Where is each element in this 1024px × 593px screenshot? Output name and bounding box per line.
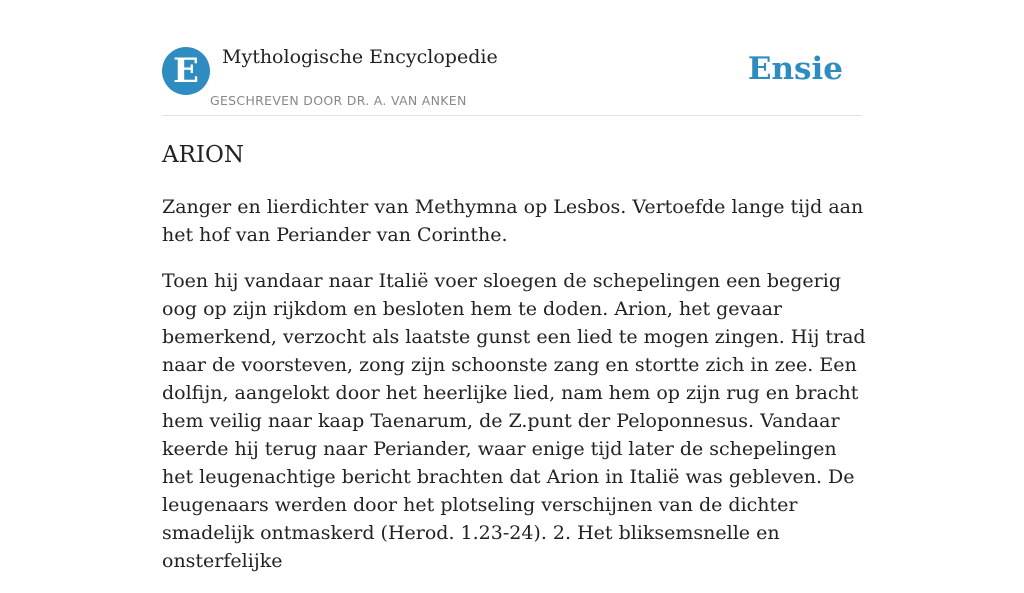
header [162, 46, 862, 116]
publication-title[interactable]: Mythologische Encyclopedie [222, 46, 498, 68]
ensie-brand-logo[interactable]: Ensie [747, 51, 843, 87]
article [162, 140, 866, 593]
author-byline[interactable]: GESCHREVEN DOOR DR. A. VAN ANKEN [210, 93, 467, 108]
header-divider [162, 115, 862, 116]
encyclopedia-logo-icon[interactable]: E [162, 47, 210, 95]
article-paragraph: Zanger en lierdichter van Methymna op Lesbos. Vertoefde lange tijd aan het hof van Periander van Corinthe. [162, 196, 864, 246]
article-title: ARION [162, 142, 244, 168]
article-paragraph: Toen hij vandaar naar Italië voer sloegen de schepelingen een begerig oog op zijn rijkdom en besloten hem te doden. Arion, het gevaar bemerkend, verzocht als laatste gunst een lied te mogen zingen. Hij trad naar de voorsteven, zong zijn schoonste zang en stortte zich in zee. Een dolfijn, aangelokt door het heerlijke lied, nam hem op zijn rug en bracht hem veilig naar kaap Taenarum, de Z.punt der Peloponnesus. Vandaar keerde hij terug naar Periander, waar enige tijd later de schepelingen het leugenachtige bericht brachten dat Arion in Italië was gebleven. De leugenaars werden door het plotseling verschijnen van de dichter smadelijk ontmaskerd (Herod. 1.23-24). 2. Het bliksemsnelle en onsterfelijke [162, 270, 866, 572]
